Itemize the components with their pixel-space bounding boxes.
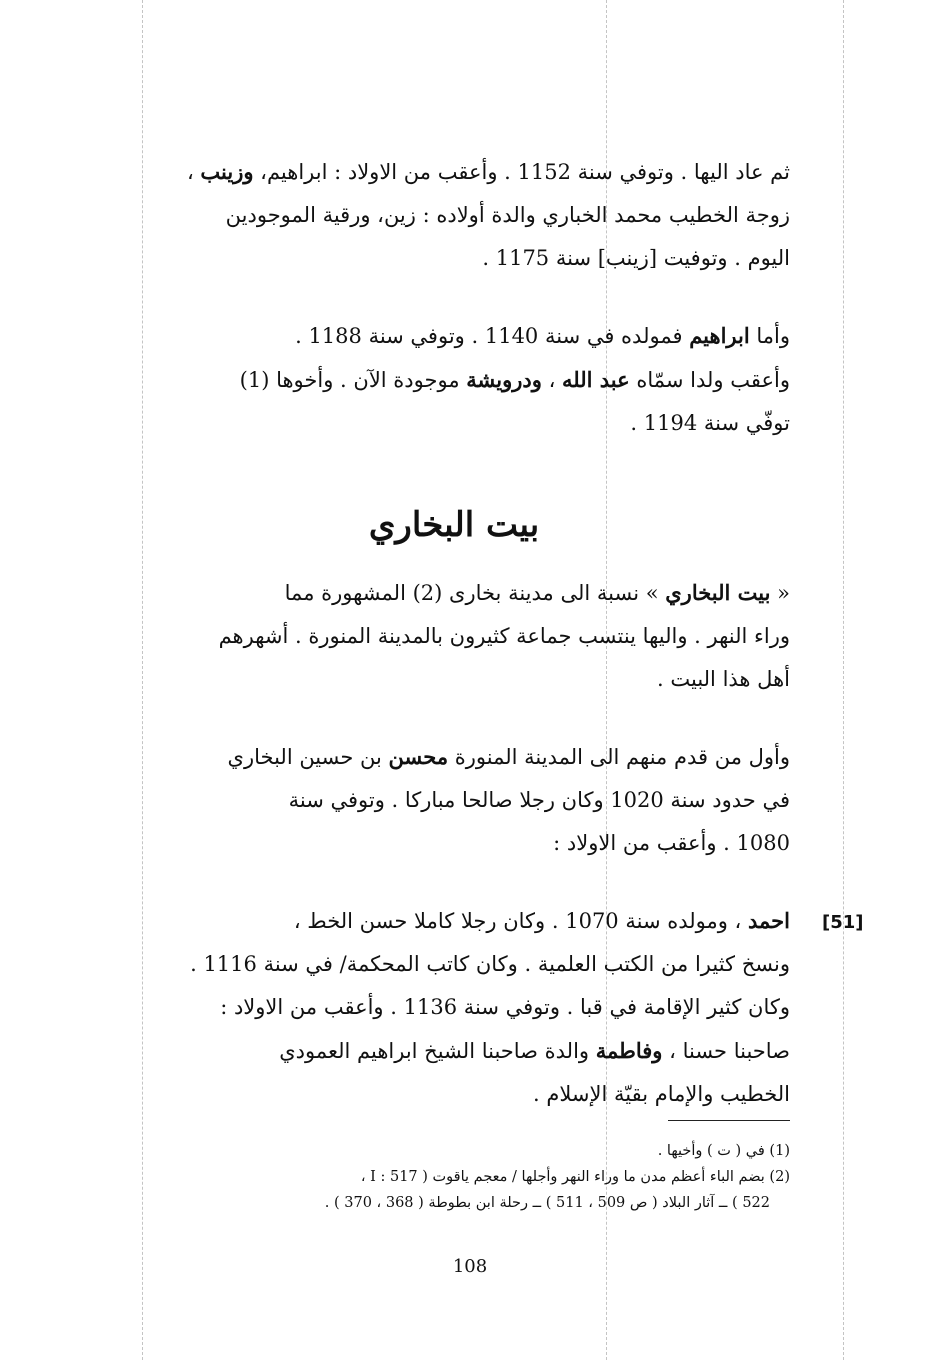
- text-line: 1080 . وأعقب من الاولاد :: [553, 831, 790, 855]
- bottom-paragraph: [118, 899, 790, 1116]
- text-line: « بيت البخاري » نسبة الى مدينة بخارى (2) المشهورة مما: [284, 580, 790, 605]
- footnote-1: (1) في ( ت ) وأخيها .: [657, 1143, 790, 1159]
- bottom-paragraph: [118, 735, 790, 865]
- text-line: وكان كثير الإقامة في قبا . وتوفي سنة 1136 . وأعقب من الاولاد :: [220, 995, 790, 1019]
- top-paragraphs: [118, 150, 790, 445]
- text-line: اليوم . وتوفيت [زينب] سنة 1175 .: [482, 246, 790, 270]
- text-line: زوجة الخطيب محمد الخباري والدة أولاده : زين، ورقية الموجودين: [225, 203, 790, 227]
- text-line: توفّي سنة 1194 .: [630, 411, 790, 435]
- margin-page-reference: [51]: [822, 912, 864, 933]
- text-line: صاحبنا حسنا ، وفاطمة والدة صاحبنا الشيخ ابراهيم العمودي: [279, 1038, 790, 1063]
- text-line: وراء النهر . واليها ينتسب جماعة كثيرون بالمدينة المنورة . أشهرهم: [218, 624, 790, 648]
- page-number: 108: [452, 1256, 488, 1277]
- footnote-2-continued: 522 ) ــ آثار البلاد ( ص 509 ، 511 ) ــ رحلة ابن بطوطة ( 368 ، 370 ) .: [324, 1195, 770, 1211]
- text-line: وأول من قدم منهم الى المدينة المنورة محسن بن حسين البخاري: [227, 744, 790, 769]
- footnote-separator: [668, 1120, 790, 1121]
- text-line: وأعقب ولدا سمّاه عبد الله ، ودرويشة موجودة الآن . وأخوها (1): [239, 367, 790, 392]
- text-line: الخطيب والإمام بقيّة الإسلام .: [533, 1082, 790, 1106]
- text-line: احمد ، ومولده سنة 1070 . وكان رجلا كاملا حسن الخط ،: [293, 908, 790, 933]
- bold-name: ابراهيم: [689, 323, 750, 348]
- bold-name: وفاطمة: [595, 1038, 663, 1063]
- bold-name: احمد: [748, 908, 790, 933]
- section-title: بيت البخاري: [368, 505, 540, 545]
- text-line: في حدود سنة 1020 وكان رجلا صالحا مباركا . وتوفي سنة: [288, 788, 790, 812]
- footnotes: [118, 1138, 790, 1216]
- footnote-2: (2) بضم الباء أعظم مدن ما وراء النهر وأجلها / معجم ياقوت ( I : 517 ،: [360, 1169, 790, 1185]
- page-body: [118, 150, 790, 1116]
- top-paragraph: [118, 150, 790, 280]
- bold-name: محسن: [388, 744, 449, 769]
- bold-name: ودرويشة: [466, 367, 542, 392]
- text-line: ثم عاد اليها . وتوفي سنة 1152 . وأعقب من الاولاد : ابراهيم، وزينب ،: [186, 159, 790, 184]
- bold-name: وزينب: [200, 159, 254, 184]
- text-line: أهل هذا البيت .: [657, 667, 790, 691]
- bottom-paragraph: [118, 571, 790, 701]
- bottom-paragraphs: [118, 571, 790, 1116]
- text-line: وأما ابراهيم فمولده في سنة 1140 . وتوفي سنة 1188 .: [295, 323, 790, 348]
- scan-guide-line-right: [843, 0, 844, 1360]
- bold-name: بيت البخاري: [665, 580, 771, 605]
- text-line: ونسخ كثيرا من الكتب العلمية . وكان كاتب المحكمة/ في سنة 1116 .: [190, 952, 790, 976]
- top-paragraph: [118, 314, 790, 445]
- bold-name: عبد الله: [562, 367, 630, 392]
